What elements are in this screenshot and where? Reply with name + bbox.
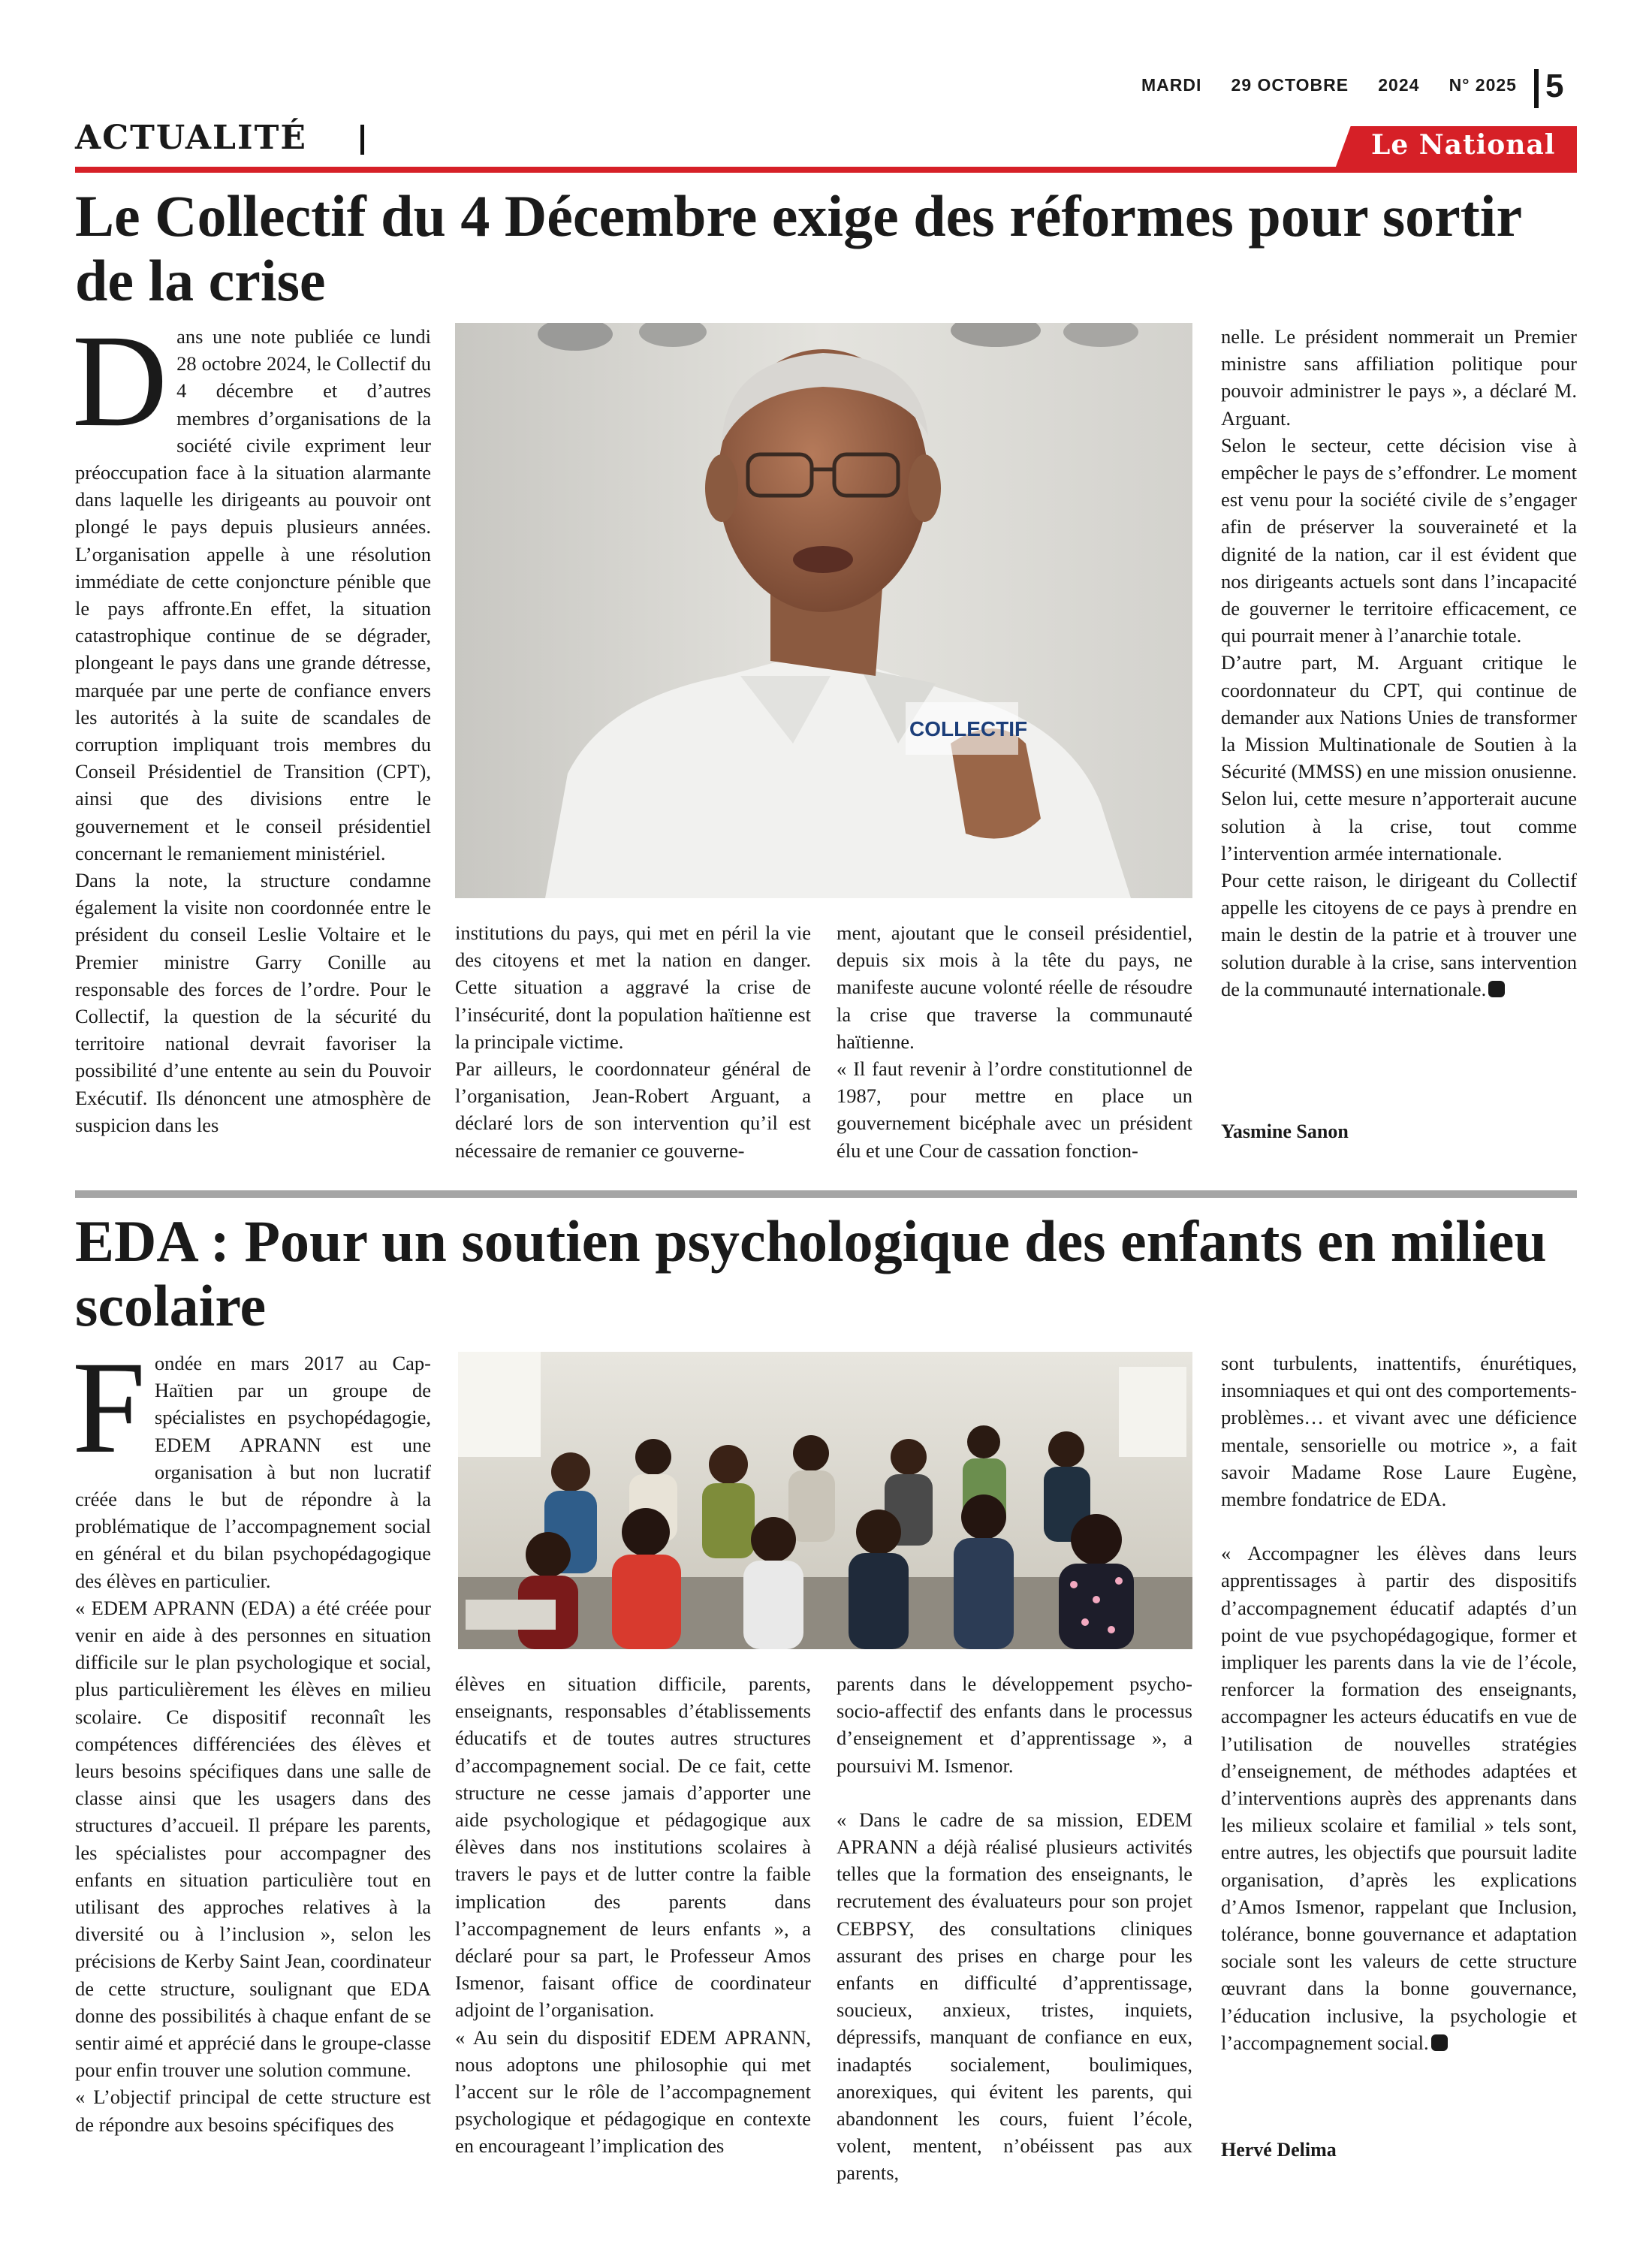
end-of-article-icon: [1431, 2034, 1448, 2051]
article2-paragraph: « EDEM APRANN (EDA) a été créée pour venir en aide à des personnes en situation difficile sur le plan psychologique et social, plus particulièrement les élèves en milieu scolaire. Ce dispositif reconnaît les compétences différenciées des élèves et leurs besoins spécifiques dans une salle de classe ainsi que les usagers dans des structures d’accueil. Il prépare les parents, les spécialistes pour accompagner des enfants en situation particulière tout en utilisant des approches relatives à la diversité ou à l’inclusion », selon les précisions de Kerby Saint Jean, coordinateur de cette structure, soulignant que EDA donne des possibilités à chaque enfant de se sentir aimé et apprécié dans le groupe-classe pour enfin trouver une solution commune.: [75, 1596, 431, 2082]
article1-column-3: [837, 919, 1192, 1164]
article1-headline: Le Collectif du 4 Décembre exige des réformes pour sortir de la crise: [75, 183, 1521, 313]
page-number: 5: [1545, 68, 1564, 104]
article2-column-2: [455, 1670, 811, 2160]
article2-paragraph: ondée en mars 2017 au Cap-Haïtien par un groupe de spécialistes en psychopédagogie, EDEM APRANN est une organisation à but non lucratif créée dans le but de répondre à la problématique de l’accompagnement social en général et du bilan psychopédagogique des élèves en particulier.: [75, 1352, 431, 1592]
article1-column-1: [72, 308, 431, 1139]
article1-paragraph: nelle. Le président nommerait un Premier ministre sans affiliation politique pour pouvoir administrer le pays », a déclaré M. Arguant.: [1221, 325, 1577, 430]
article1-paragraph: ans une note publiée ce lundi 28 octobre 2024, le Collectif du 4 décembre et d’autres membres d’organisations de la société civile expriment leur préoccupation face à la situation alarmante dans laquelle les dirigeants au pouvoir ont plongé le pays depuis plusieurs années. L’organisation appelle à une résolution immédiate de cette conjoncture pénible que le pays affronte.En effet, la situation catastrophique continue de se dégrader, plongeant le pays dans une grande détresse, marquée par une perte de confiance envers les autorités à la suite de scandales de corruption impliquant trois membres du Conseil Présidentiel de Transition (CPT), ainsi que des divisions entre le gouvernement et le conseil présidentiel concernant le remaniement ministériel.: [75, 325, 431, 864]
article1-paragraph: Pour cette raison, le dirigeant du Collectif appelle les citoyens de ce pays à prendre en main le destin de la patrie et à trouver une solution durable à la crise, sans intervention de la communauté internationale.: [1221, 869, 1577, 1000]
article1-author: Yasmine Sanon: [1221, 1120, 1349, 1142]
article2-column-1: [72, 1335, 431, 2138]
article1-paragraph: Dans la note, la structure condamne également la visite non coordonnée entre le président du conseil Leslie Voltaire et le Premier ministre Garry Conille au responsable des forces de l’ordre. Pour le Collectif, la question de la sécurité du territoire national devrait favoriser la possibilité d’une entente au sein du Pouvoir Exécutif. Ils dénoncent une atmosphère de suspicion dans les: [75, 869, 431, 1136]
end-of-article-icon: [1488, 981, 1505, 997]
section-divider: [360, 125, 364, 155]
article2-paragraph: élèves en situation difficile, parents, enseignants, responsables d’établissements éducatifs et de toutes autres structures d’accompagnement social. De ce fait, cette structure ne cesse jamais d’apporter une aide psychologique et pédagogique aux élèves dans nos institutions scolaires à travers le pays et de lutter contre la faible implication des parents dans l’accompagnement de leurs enfants », a déclaré pour sa part, le Professeur Amos Ismenor, faisant office de coordinateur adjoint de l’organisation.: [455, 1672, 811, 2022]
article1-photo: [455, 323, 1192, 898]
article1-dropcap: D: [72, 308, 168, 454]
article2-column-3: [837, 1670, 1192, 2187]
page-number-divider: [1534, 69, 1539, 108]
article2-paragraph: « Dans le cadre de sa mission, EDEM APRANN a déjà réalisé plusieurs activités telles que la formation des enseignants, le recrutement des évaluateurs pour son projet CEBPSY, des consultations cliniques assurant des prises en charge pour les enfants en difficulté d’apprentissage, soucieux, anxieux, tristes, inquiets, dépressifs, manquant de confiance en eux, inadaptés socialement, boulimiques, anorexiques, qui évitent les parents, qui abandonnent les cours, fuient l’école, volent, mentent, n’obéissent pas aux parents,: [837, 1808, 1192, 2185]
brand-name: Le National: [1371, 129, 1556, 161]
issue-dateline: [1141, 75, 1517, 95]
article2-headline: EDA : Pour un soutien psychologique des enfants en milieu scolaire: [75, 1208, 1547, 1338]
article1-paragraph: Selon le secteur, cette décision vise à empêcher le pays de s’effondrer. Le moment est venu pour la société civile de s’engager afin de préserver la souveraineté et la dignité de la nation, car il est évident que nos dirigeants actuels sont dans l’incapacité de gouverner le territoire efficacement, ce qui pourrait mener à l’anarchie totale.: [1221, 433, 1577, 647]
article1-paragraph: Par ailleurs, le coordonnateur général de l’organisation, Jean-Robert Arguant, a déclaré lors de son intervention qu’il est nécessaire de remanier ce gouverne-: [455, 1057, 811, 1162]
article2-dropcap: F: [72, 1335, 146, 1481]
article2-author: Hervé Delima: [1221, 2139, 1337, 2161]
article2-photo: [458, 1352, 1192, 1649]
article2-paragraph: « Au sein du dispositif EDEM APRANN, nous adoptons une philosophie qui met l’accent sur le rôle de l’accompagnement psychologique et pédagogique en contexte en encourageant l’implication des: [455, 2025, 811, 2158]
article2-paragraph: « Accompagner les élèves dans leurs apprentissages à partir des dispositifs d’accompagnement éducatif adaptés d’un point de vue psychopédagogique, former et impliquer les parents dans la vie de l’école, renforcer la formation des enseignants, accompagner les acteurs éducatifs en vue de l’utilisation de nouvelles stratégies d’enseignement, de méthodes adaptées et d’interventions auprès des apprenants dans les milieux scolaire et familial » tels sont, entre autres, les objectifs que poursuit ladite organisation, d’après les explications d’Amos Ismenor, rappelant que Inclusion, tolérance, bonne gouvernance et adaptation sociale sont les valeurs de cette structure œuvrant dans la bonne gouvernance, l’éducation inclusive, la psychologie et l’accompagnement social.: [1221, 1542, 1577, 2054]
shirt-logo-text: COLLECTIF: [909, 717, 1028, 740]
article2-paragraph: parents dans le développement psycho-socio-affectif des enfants dans le processus d’enseignement et d’apprentissage », a poursuivi M. Ismenor.: [837, 1672, 1192, 1777]
issue-date: 29 OCTOBRE: [1231, 75, 1349, 95]
issue-number: N° 2025: [1449, 75, 1517, 95]
article2-paragraph: « L’objectif principal de cette structure est de répondre aux besoins spécifiques des: [75, 2086, 431, 2136]
issue-day: MARDI: [1141, 75, 1202, 95]
article2-column-4: [1221, 1350, 1577, 2056]
article1-column-2: [455, 919, 811, 1164]
article-separator: [75, 1190, 1577, 1198]
article2-paragraph: sont turbulents, inattentifs, énurétiques, insomniaques et qui ont des comportements-problèmes… et vivant avec une déficience mentale, sensorielle ou motrice », a fait savoir Madame Rose Laure Eugène, membre fondatrice de EDA.: [1221, 1352, 1577, 1511]
article1-paragraph: ment, ajoutant que le conseil présidentiel, depuis six mois à la tête du pays, ne manifeste aucune volonté réelle de résoudre la crise que traverse la communauté haïtienne.: [837, 921, 1192, 1053]
section-label: ACTUALITÉ: [75, 119, 307, 157]
article1-paragraph: institutions du pays, qui met en péril la vie des citoyens et met la nation en danger. Cette situation a aggravé la crise de l’insécurité, dont la population haïtienne est la principale victime.: [455, 921, 811, 1053]
article1-paragraph: D’autre part, M. Arguant critique le coordonnateur du CPT, qui continue de demander aux Nations Unies de transformer la Mission Multinationale de Soutien à la Sécurité (MMSS) en une mission onusienne. Selon lui, cette mesure n’apporterait aucune solution à la crise, tout comme l’intervention armée internationale.: [1221, 651, 1578, 864]
issue-year: 2024: [1378, 75, 1420, 95]
article1-column-4: [1221, 323, 1577, 1003]
article1-paragraph: « Il faut revenir à l’ordre constitutionnel de 1987, pour mettre en place un gouvernement bicéphale avec un président élu et une Cour de cassation fonction-: [837, 1057, 1192, 1162]
